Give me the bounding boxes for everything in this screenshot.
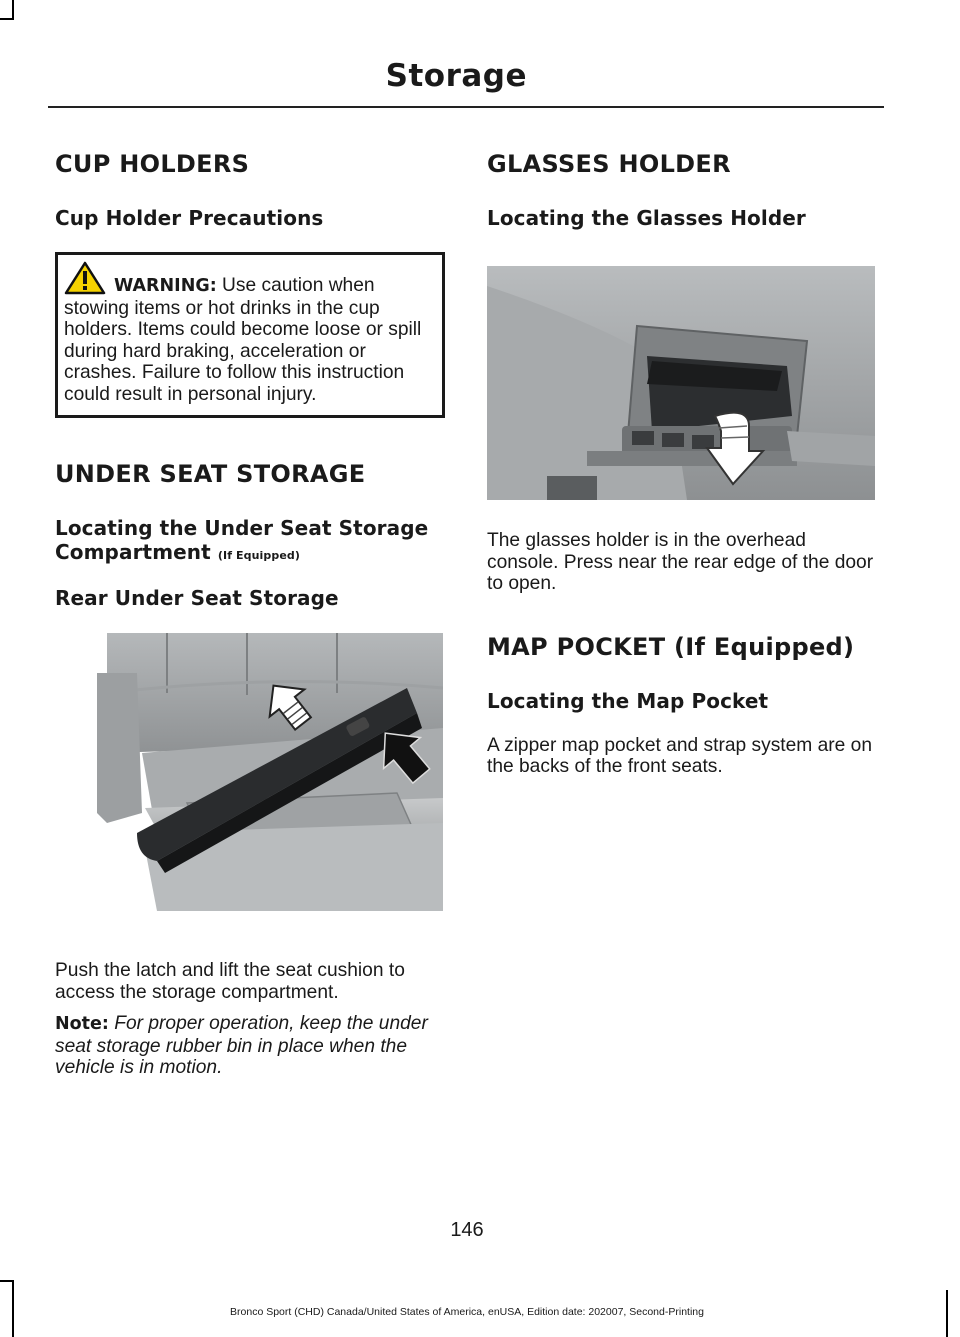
cup-holders-heading: CUP HOLDERS xyxy=(55,150,250,178)
crop-mark xyxy=(12,0,14,20)
locating-glasses-holder-heading: Locating the Glasses Holder xyxy=(487,206,806,230)
under-seat-storage-illustration xyxy=(97,633,443,911)
crop-mark xyxy=(0,18,14,20)
note-label: Note: xyxy=(55,1014,109,1034)
page-header-title: Storage xyxy=(385,58,527,94)
warning-label: WARNING: xyxy=(114,276,217,296)
left-column xyxy=(55,140,447,610)
right-column-lower xyxy=(487,530,879,778)
under-seat-compartment-title: Locating the Under Seat Storage Compartment xyxy=(55,516,429,564)
cup-holder-precautions-heading: Cup Holder Precautions xyxy=(55,206,324,230)
map-pocket-description: A zipper map pocket and strap system are on the backs of the front seats. xyxy=(487,734,873,777)
page-number: 146 xyxy=(450,1219,484,1241)
right-column xyxy=(487,140,879,230)
crop-mark xyxy=(0,1280,14,1282)
rear-under-seat-storage-heading: Rear Under Seat Storage xyxy=(55,586,339,610)
header-rule xyxy=(48,106,884,108)
glasses-holder-heading: GLASSES HOLDER xyxy=(487,150,731,178)
warning-text: Use caution when stowing items or hot drinks in the cup holders. Items could become loose or spill during hard braking, acceleration or crashes. Failure to follow this instruction could result in personal injury. xyxy=(64,275,422,405)
note xyxy=(55,1013,447,1079)
warning-triangle-icon xyxy=(64,261,106,295)
note-paragraph xyxy=(55,1013,447,1079)
glasses-holder-illustration xyxy=(487,266,875,500)
if-equipped-suffix: (If Equipped) xyxy=(217,549,301,562)
under-seat-storage-heading: UNDER SEAT STORAGE xyxy=(55,460,366,488)
locating-map-pocket-heading: Locating the Map Pocket xyxy=(487,688,769,713)
warning-paragraph xyxy=(64,261,436,405)
under-seat-instruction: Push the latch and lift the seat cushion to access the storage compartment. xyxy=(55,960,405,1003)
left-column-lower xyxy=(55,960,447,1079)
footer-edition: Bronco Sport (CHD) Canada/United States of America, enUSA, Edition date: 202007, Second-Printing xyxy=(230,1306,704,1318)
map-pocket-heading: MAP POCKET (If Equipped) xyxy=(487,632,855,661)
note-text: For proper operation, keep the under seat storage rubber bin in place when the vehicle is in motion. xyxy=(55,1013,428,1078)
glasses-holder-instruction: The glasses holder is in the overhead console. Press near the rear edge of the door to open. xyxy=(487,530,874,594)
crop-mark xyxy=(946,1290,948,1337)
warning-box xyxy=(55,252,445,418)
under-seat-compartment-heading xyxy=(55,516,447,568)
